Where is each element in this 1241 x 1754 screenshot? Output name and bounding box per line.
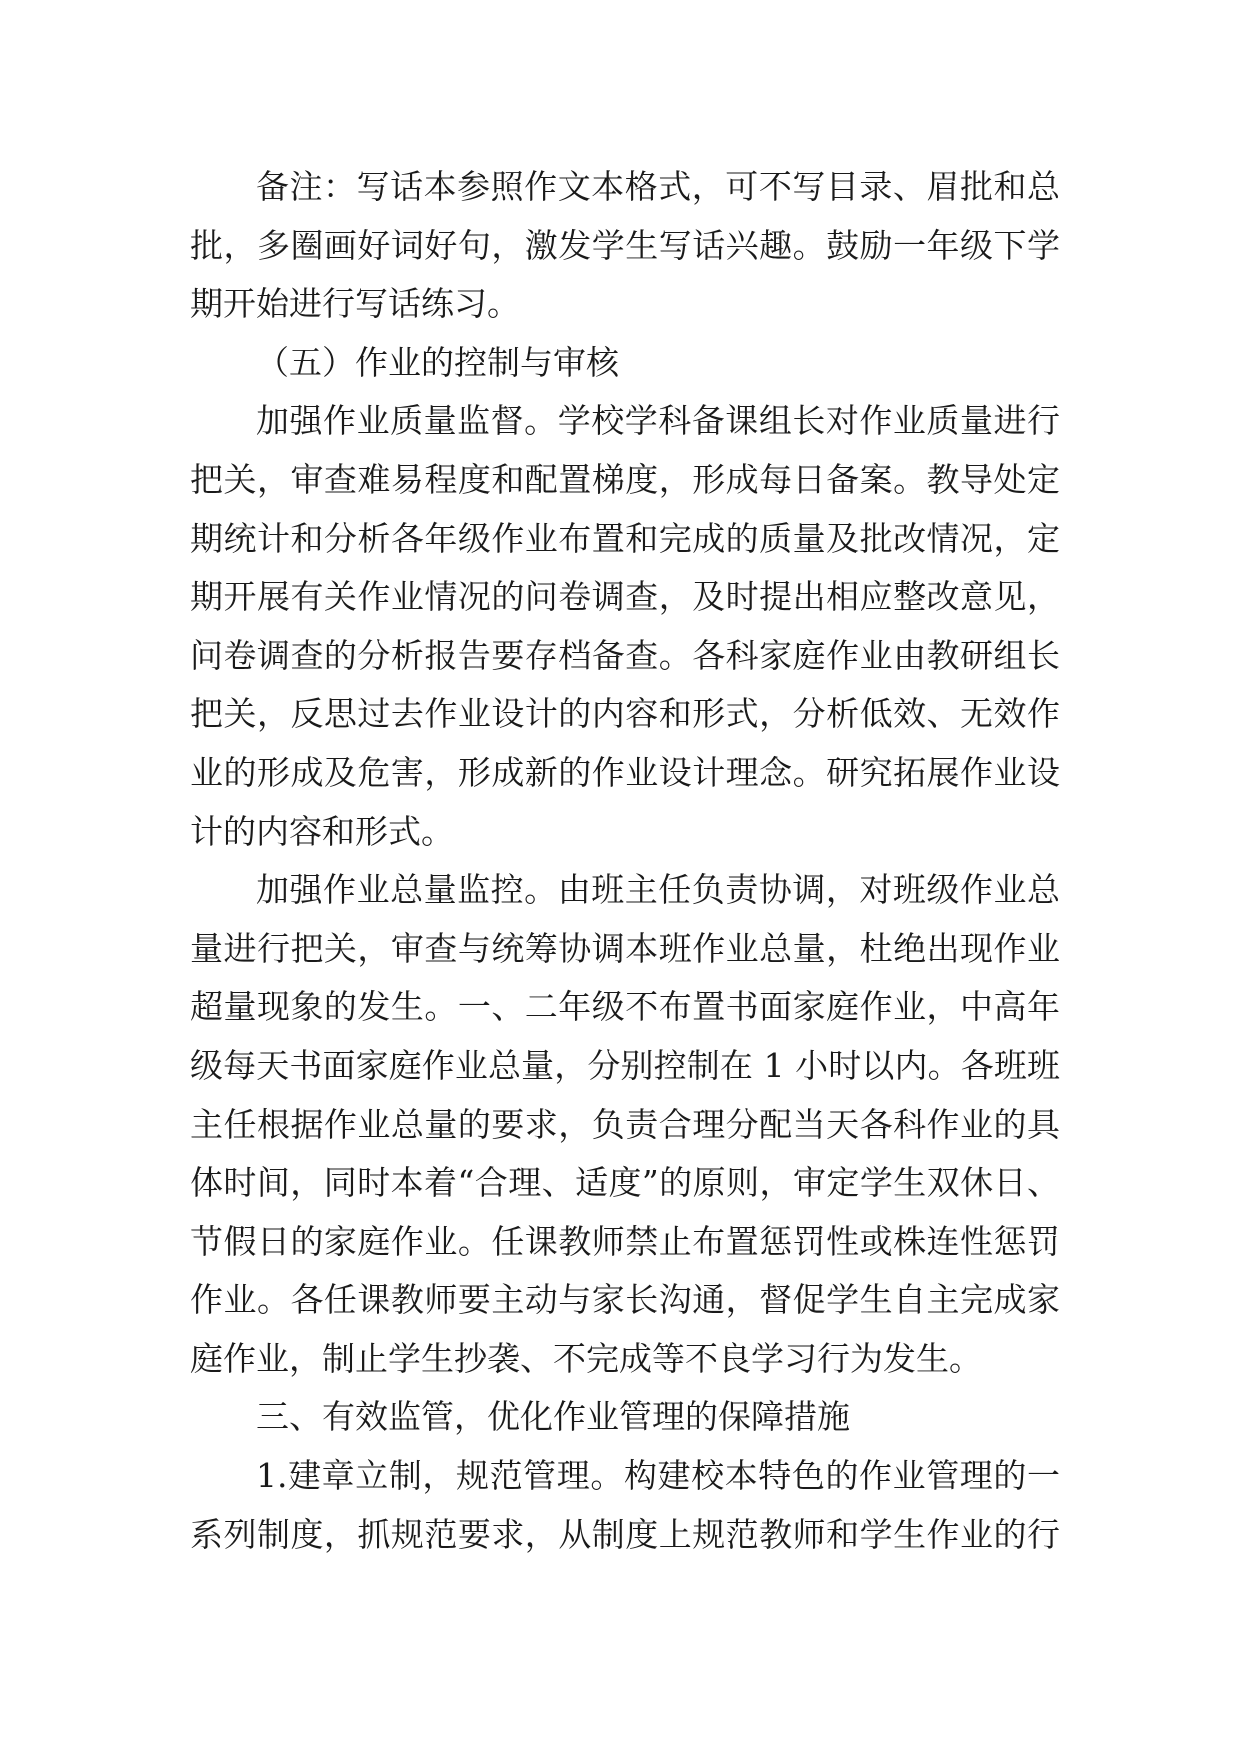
paragraph-remark-line: 备注：写话本参照作文本格式，可不写目录、眉批和总 [256,167,1060,206]
paragraph-quality-line: 把关，反思过去作业设计的内容和形式，分析低效、无效作 [190,694,1060,734]
paragraph-quality-line: 期统计和分析各年级作业布置和完成的质量及批改情况，定 [190,518,1060,558]
paragraph-quantity-line: 加强作业总量监控。由班主任负责协调，对班级作业总 [256,870,1060,910]
paragraph-quantity-line: 级每天书面家庭作业总量，分别控制在 1 小时以内。各班班 [190,1045,1060,1085]
paragraph-quantity-line: 作业。各任课教师要主动与家长沟通，督促学生自主完成家 [190,1280,1060,1320]
paragraph-measures-line: 1.建章立制，规范管理。构建校本特色的作业管理的一 [256,1456,1060,1496]
paragraph-measures-line: 系列制度，抓规范要求，从制度上规范教师和学生作业的行 [190,1514,1060,1554]
paragraph-quality-line: 把关，审查难易程度和配置梯度，形成每日备案。教导处定 [190,459,1060,499]
section-heading: 三、有效监管，优化作业管理的保障措施 [256,1397,850,1437]
document-body [190,158,1060,1564]
paragraph-quality-line: 加强作业质量监督。学校学科备课组长对作业质量进行 [256,401,1060,441]
paragraph-quantity-line: 主任根据作业总量的要求，负责合理分配当天各科作业的具 [190,1104,1060,1144]
paragraph-quantity-line: 庭作业，制止学生抄袭、不完成等不良学习行为发生。 [190,1338,982,1378]
paragraph-quantity-line: 量进行把关，审查与统筹协调本班作业总量，杜绝出现作业 [190,928,1060,968]
paragraph-quality-line: 问卷调查的分析报告要存档备查。各科家庭作业由教研组长 [190,635,1060,675]
paragraph-remark-line: 批，多圈画好词好句，激发学生写话兴趣。鼓励一年级下学 [190,225,1060,265]
paragraph-quantity-line: 节假日的家庭作业。任课教师禁止布置惩罚性或株连性惩罚 [190,1221,1060,1261]
paragraph-quality-line: 期开展有关作业情况的问卷调查，及时提出相应整改意见， [190,577,1060,617]
paragraph-quality-line: 业的形成及危害，形成新的作业设计理念。研究拓展作业设 [190,752,1060,792]
paragraph-quantity-line: 体时间，同时本着“合理、适度”的原则，审定学生双休日、 [190,1163,1060,1203]
paragraph-quality-line: 计的内容和形式。 [190,811,454,851]
paragraph-quantity-line: 超量现象的发生。一、二年级不布置书面家庭作业，中高年 [190,987,1060,1027]
paragraph-remark-line: 期开始进行写话练习。 [190,284,520,324]
section-heading: （五）作业的控制与审核 [256,342,619,382]
